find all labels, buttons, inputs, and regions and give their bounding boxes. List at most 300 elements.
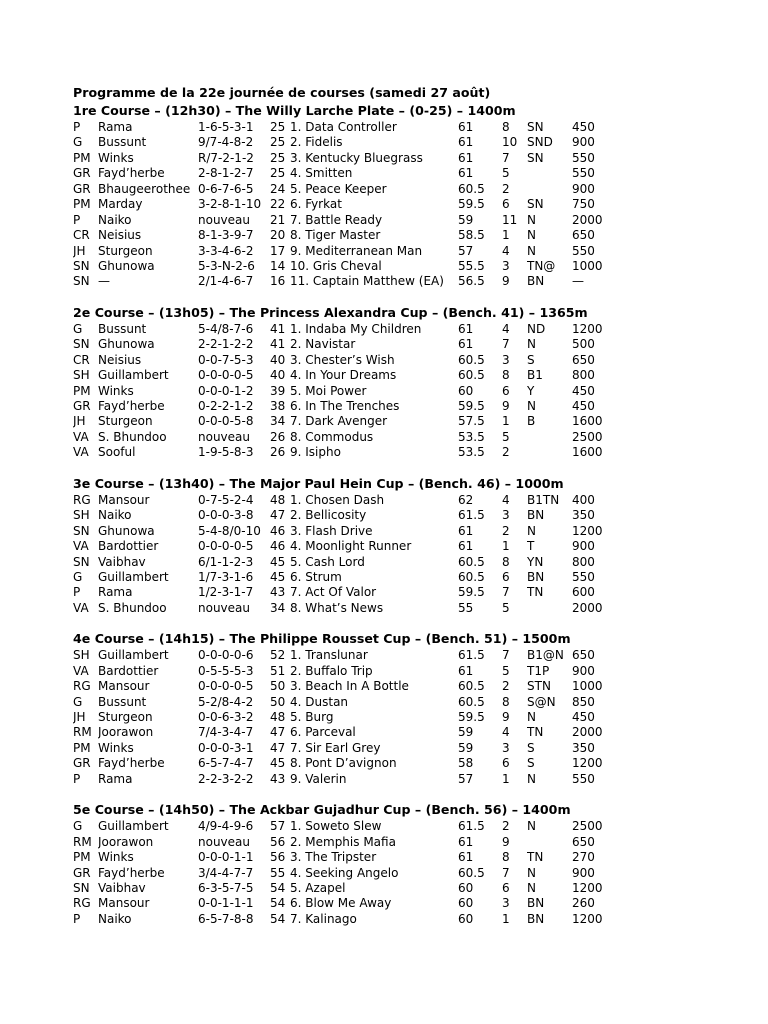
- rating: 45: [270, 569, 286, 584]
- race-section: [73, 304, 613, 461]
- draw: 2: [502, 819, 510, 834]
- weight: 59: [458, 212, 474, 227]
- trainer-name: Sturgeon: [98, 710, 153, 724]
- rating: 43: [270, 585, 286, 600]
- equipment: SN: [527, 197, 544, 212]
- draw: 2: [502, 679, 510, 694]
- horse-name: 7. Dark Avenger: [290, 414, 388, 429]
- odds: 900: [572, 539, 595, 554]
- horse-name: 5. Cash Lord: [290, 554, 365, 569]
- runner-row: [73, 337, 613, 352]
- draw: 4: [502, 725, 510, 740]
- rating: 25: [270, 150, 286, 165]
- trainer-code: P: [73, 911, 81, 926]
- rating: 45: [270, 554, 286, 569]
- draw: 5: [502, 600, 510, 615]
- horse-name: 4. Moonlight Runner: [290, 539, 412, 554]
- weight: 58.5: [458, 228, 485, 243]
- weight: 61: [458, 321, 474, 336]
- weight: 60.5: [458, 181, 485, 196]
- form: 3-2-8-1-10: [198, 197, 262, 212]
- draw: 3: [502, 258, 510, 273]
- weight: 55: [458, 600, 474, 615]
- equipment: B1@N: [527, 648, 564, 663]
- form: R/7-2-1-2: [198, 150, 254, 165]
- runner-row: [73, 508, 613, 523]
- rating: 47: [270, 508, 286, 523]
- trainer-name: Joorawon: [98, 834, 154, 849]
- form: 2-2-1-2-2: [198, 337, 254, 352]
- form: nouveau: [198, 429, 250, 444]
- runner-row: [73, 445, 613, 460]
- trainer-name: Naiko: [98, 911, 132, 926]
- weight: 57: [458, 771, 474, 786]
- horse-name: 2. Fidelis: [290, 135, 343, 150]
- odds: —: [572, 274, 584, 289]
- equipment: N: [527, 771, 536, 786]
- draw: 10: [502, 135, 518, 150]
- runner-row: [73, 772, 613, 787]
- draw: 5: [502, 429, 510, 444]
- draw: 2: [502, 181, 510, 196]
- trainer-name: Fayd’herbe: [98, 166, 165, 181]
- runner-row: [73, 695, 613, 710]
- trainer-code: JH: [73, 414, 86, 429]
- horse-name: 2. Memphis Mafia: [290, 834, 396, 849]
- draw: 1: [502, 228, 510, 243]
- rating: 43: [270, 771, 286, 786]
- odds: 650: [572, 648, 595, 663]
- trainer-name: Bardottier: [98, 663, 159, 678]
- odds: 2000: [572, 600, 603, 615]
- trainer-name: S. Bhundoo: [98, 429, 167, 444]
- trainer-code: VA: [73, 539, 89, 554]
- trainer-code: SH: [73, 368, 90, 383]
- odds: 450: [572, 383, 595, 398]
- rating: 34: [270, 600, 286, 615]
- odds: 2000: [572, 212, 603, 227]
- rating: 47: [270, 740, 286, 755]
- runner-row: [73, 399, 613, 414]
- trainer-code: CR: [73, 352, 90, 367]
- form: 6/1-1-2-3: [198, 554, 254, 569]
- horse-name: 1. Chosen Dash: [290, 492, 385, 507]
- form: 9/7-4-8-2: [198, 135, 254, 150]
- weight: 61: [458, 523, 474, 538]
- trainer-name: Sooful: [98, 445, 136, 460]
- draw: 8: [502, 850, 510, 865]
- odds: 550: [572, 771, 595, 786]
- draw: 7: [502, 585, 510, 600]
- runner-row: [73, 430, 613, 445]
- odds: 900: [572, 663, 595, 678]
- equipment: N: [527, 337, 536, 352]
- draw: 1: [502, 414, 510, 429]
- draw: 6: [502, 197, 510, 212]
- equipment: BN: [527, 896, 545, 911]
- page-title: Programme de la 22e journée de courses (samedi 27 août): [73, 85, 491, 100]
- form: 5-3-N-2-6: [198, 258, 255, 273]
- draw: 4: [502, 243, 510, 258]
- rating: 50: [270, 679, 286, 694]
- trainer-name: Bussunt: [98, 321, 147, 336]
- form: 0-2-2-1-2: [198, 399, 254, 413]
- weight: 61: [458, 834, 474, 849]
- weight: 60.5: [458, 694, 485, 709]
- race-heading: 3e Course – (13h40) – The Major Paul Hein Cup – (Bench. 46) – 1000m: [73, 475, 564, 491]
- rating: 54: [270, 880, 286, 895]
- odds: 800: [572, 368, 595, 383]
- equipment: S: [527, 740, 535, 755]
- runner-row: [73, 368, 613, 383]
- trainer-code: SN: [73, 554, 90, 569]
- draw: 1: [502, 771, 510, 786]
- weight: 61: [458, 120, 474, 134]
- form: 6-5-7-8-8: [198, 911, 254, 926]
- horse-name: 3. Flash Drive: [290, 523, 373, 538]
- runner-row: [73, 414, 613, 429]
- trainer-code: PM: [73, 150, 91, 165]
- draw: 6: [502, 383, 510, 398]
- form: 1-6-5-3-1: [198, 120, 254, 134]
- horse-name: 11. Captain Matthew (EA): [290, 274, 444, 289]
- weight: 53.5: [458, 445, 485, 460]
- trainer-name: Mansour: [98, 492, 150, 507]
- equipment: N: [527, 523, 536, 538]
- equipment: TN@: [527, 258, 556, 273]
- races-container: [73, 102, 613, 927]
- rating: 55: [270, 865, 286, 880]
- weight: 60.5: [458, 679, 485, 694]
- equipment: N: [527, 819, 536, 834]
- odds: 1200: [572, 911, 603, 926]
- weight: 55.5: [458, 258, 485, 273]
- equipment: S: [527, 756, 535, 771]
- runner-row: [73, 725, 613, 740]
- rating: 14: [270, 258, 286, 273]
- odds: 260: [572, 896, 595, 911]
- horse-name: 9. Mediterranean Man: [290, 243, 423, 258]
- draw: 2: [502, 523, 510, 538]
- horse-name: 2. Bellicosity: [290, 508, 367, 523]
- form: nouveau: [198, 212, 250, 227]
- horse-name: 1. Indaba My Children: [290, 321, 422, 336]
- equipment: STN: [527, 679, 551, 694]
- draw: 8: [502, 368, 510, 383]
- runner-row: [73, 493, 613, 508]
- race-section: [73, 801, 613, 927]
- horse-name: 5. Azapel: [290, 880, 346, 895]
- trainer-name: Sturgeon: [98, 414, 153, 429]
- rating: 20: [270, 228, 286, 243]
- form: 2-8-1-2-7: [198, 166, 254, 181]
- odds: 1600: [572, 445, 603, 460]
- equipment: S: [527, 352, 535, 367]
- draw: 6: [502, 569, 510, 584]
- rating: 54: [270, 896, 286, 911]
- weight: 56.5: [458, 274, 485, 289]
- horse-name: 5. Peace Keeper: [290, 181, 387, 196]
- rating: 40: [270, 352, 286, 367]
- draw: 2: [502, 445, 510, 460]
- equipment: ND: [527, 321, 546, 336]
- form: 1/2-3-1-7: [198, 585, 254, 600]
- trainer-name: Rama: [98, 771, 133, 786]
- weight: 59: [458, 725, 474, 740]
- form: 0-0-6-3-2: [198, 710, 254, 724]
- weight: 60: [458, 911, 474, 926]
- form: 0-0-0-1-1: [198, 850, 254, 865]
- odds: 2500: [572, 429, 603, 444]
- trainer-code: JH: [73, 710, 86, 724]
- trainer-code: G: [73, 135, 83, 150]
- equipment: N: [527, 710, 536, 724]
- trainer-name: Winks: [98, 150, 134, 165]
- runner-row: [73, 896, 613, 911]
- trainer-code: RG: [73, 679, 91, 694]
- equipment: T: [527, 539, 535, 554]
- horse-name: 3. Beach In A Bottle: [290, 679, 409, 694]
- form: 0-0-0-0-5: [198, 368, 254, 383]
- trainer-name: Winks: [98, 850, 134, 865]
- rating: 40: [270, 368, 286, 383]
- runner-row: [73, 866, 613, 881]
- trainer-code: JH: [73, 243, 86, 258]
- rating: 22: [270, 197, 286, 212]
- trainer-code: PM: [73, 383, 91, 398]
- trainer-name: Ghunowa: [98, 337, 155, 352]
- trainer-name: Guillambert: [98, 648, 169, 663]
- trainer-code: SH: [73, 508, 90, 523]
- trainer-code: GR: [73, 865, 91, 880]
- weight: 60.5: [458, 569, 485, 584]
- runner-row: [73, 555, 613, 570]
- form: 0-6-7-6-5: [198, 181, 254, 196]
- runner-row: [73, 166, 613, 181]
- trainer-name: Sturgeon: [98, 243, 153, 258]
- race-section: [73, 630, 613, 787]
- trainer-code: PM: [73, 740, 91, 755]
- rating: 52: [270, 648, 286, 663]
- horse-name: 6. Blow Me Away: [290, 896, 392, 911]
- form: 0-0-0-5-8: [198, 414, 254, 429]
- runner-row: [73, 274, 613, 289]
- trainer-code: VA: [73, 600, 89, 615]
- horse-name: 10. Gris Cheval: [290, 258, 382, 273]
- weight: 53.5: [458, 429, 485, 444]
- equipment: N: [527, 228, 536, 243]
- runner-row: [73, 539, 613, 554]
- odds: 350: [572, 508, 595, 523]
- odds: 900: [572, 181, 595, 196]
- form: 3/4-4-7-7: [198, 865, 254, 880]
- form: 7/4-3-4-7: [198, 725, 254, 740]
- race-section: [73, 475, 613, 617]
- weight: 59.5: [458, 197, 485, 212]
- draw: 9: [502, 274, 510, 289]
- trainer-code: RM: [73, 725, 92, 740]
- equipment: N: [527, 880, 536, 895]
- runner-row: [73, 244, 613, 259]
- equipment: TN: [527, 585, 544, 600]
- odds: 450: [572, 399, 595, 413]
- draw: 9: [502, 710, 510, 724]
- race-heading: 2e Course – (13h05) – The Princess Alexandra Cup – (Bench. 41) – 1365m: [73, 304, 588, 320]
- rating: 47: [270, 725, 286, 740]
- trainer-code: SN: [73, 258, 90, 273]
- draw: 3: [502, 352, 510, 367]
- trainer-code: P: [73, 120, 81, 134]
- horse-name: 4. Seeking Angelo: [290, 865, 399, 880]
- trainer-code: P: [73, 771, 81, 786]
- horse-name: 3. Chester’s Wish: [290, 352, 395, 367]
- trainer-code: SH: [73, 648, 90, 663]
- draw: 8: [502, 694, 510, 709]
- horse-name: 7. Act Of Valor: [290, 585, 377, 600]
- trainer-code: GR: [73, 166, 91, 181]
- form: 0-0-0-0-6: [198, 648, 254, 663]
- runner-row: [73, 182, 613, 197]
- horse-name: 4. In Your Dreams: [290, 368, 397, 383]
- rating: 17: [270, 243, 286, 258]
- equipment: BN: [527, 911, 545, 926]
- form: 6-3-5-7-5: [198, 880, 254, 895]
- runner-row: [73, 881, 613, 896]
- draw: 3: [502, 896, 510, 911]
- horse-name: 2. Buffalo Trip: [290, 663, 373, 678]
- form: 0-0-0-1-2: [198, 383, 254, 398]
- rating: 41: [270, 337, 286, 352]
- form: 5-2/8-4-2: [198, 694, 254, 709]
- horse-name: 8. What’s News: [290, 600, 384, 615]
- weight: 62: [458, 492, 474, 507]
- runner-row: [73, 601, 613, 616]
- trainer-name: Guillambert: [98, 368, 169, 383]
- trainer-code: P: [73, 212, 81, 227]
- equipment: BN: [527, 274, 545, 289]
- runner-row: [73, 664, 613, 679]
- weight: 60: [458, 880, 474, 895]
- trainer-code: GR: [73, 181, 91, 196]
- runner-row: [73, 912, 613, 927]
- horse-name: 5. Burg: [290, 710, 334, 724]
- horse-name: 8. Pont D’avignon: [290, 756, 397, 771]
- weight: 57.5: [458, 414, 485, 429]
- trainer-name: Naiko: [98, 212, 132, 227]
- form: 2-2-3-2-2: [198, 771, 254, 786]
- weight: 61: [458, 166, 474, 181]
- form: 0-0-7-5-3: [198, 352, 254, 367]
- form: 0-0-0-3-1: [198, 740, 254, 755]
- rating: 48: [270, 710, 286, 724]
- form: nouveau: [198, 834, 250, 849]
- odds: 1000: [572, 679, 603, 694]
- draw: 1: [502, 539, 510, 554]
- rating: 26: [270, 429, 286, 444]
- runner-row: [73, 756, 613, 771]
- trainer-code: P: [73, 585, 81, 600]
- equipment: N: [527, 865, 536, 880]
- runner-row: [73, 197, 613, 212]
- draw: 8: [502, 120, 510, 134]
- rating: 38: [270, 399, 286, 413]
- runner-row: [73, 228, 613, 243]
- equipment: N: [527, 243, 536, 258]
- trainer-code: RG: [73, 896, 91, 911]
- weight: 59.5: [458, 585, 485, 600]
- horse-name: 4. Smitten: [290, 166, 353, 181]
- rating: 56: [270, 834, 286, 849]
- runner-row: [73, 259, 613, 274]
- weight: 61.5: [458, 508, 485, 523]
- trainer-name: Bussunt: [98, 694, 147, 709]
- form: 0-7-5-2-4: [198, 492, 254, 507]
- weight: 61.5: [458, 819, 485, 834]
- weight: 60.5: [458, 352, 485, 367]
- form: 1-9-5-8-3: [198, 445, 254, 460]
- trainer-name: Naiko: [98, 508, 132, 523]
- odds: 650: [572, 352, 595, 367]
- rating: 57: [270, 819, 286, 834]
- trainer-name: Ghunowa: [98, 258, 155, 273]
- rating: 50: [270, 694, 286, 709]
- runner-row: [73, 679, 613, 694]
- trainer-code: PM: [73, 197, 91, 212]
- form: nouveau: [198, 600, 250, 615]
- trainer-name: Bussunt: [98, 135, 147, 150]
- horse-name: 8. Commodus: [290, 429, 374, 444]
- equipment: B1TN: [527, 492, 560, 507]
- trainer-code: SN: [73, 523, 90, 538]
- equipment: SND: [527, 135, 553, 150]
- equipment: Y: [527, 383, 535, 398]
- odds: 350: [572, 740, 595, 755]
- rating: 51: [270, 663, 286, 678]
- equipment: B1: [527, 368, 543, 383]
- trainer-name: Winks: [98, 383, 134, 398]
- trainer-name: Vaibhav: [98, 880, 146, 895]
- draw: 4: [502, 321, 510, 336]
- odds: 2000: [572, 725, 603, 740]
- draw: 9: [502, 834, 510, 849]
- odds: 850: [572, 694, 595, 709]
- weight: 60: [458, 896, 474, 911]
- draw: 7: [502, 865, 510, 880]
- draw: 7: [502, 150, 510, 165]
- trainer-name: Fayd’herbe: [98, 865, 165, 880]
- trainer-name: Rama: [98, 120, 133, 134]
- weight: 59.5: [458, 399, 485, 413]
- rating: 41: [270, 321, 286, 336]
- horse-name: 1. Translunar: [290, 648, 368, 663]
- equipment: T1P: [527, 663, 550, 678]
- weight: 60.5: [458, 865, 485, 880]
- runner-row: [73, 850, 613, 865]
- draw: 4: [502, 492, 510, 507]
- equipment: SN: [527, 150, 544, 165]
- odds: 1200: [572, 756, 603, 771]
- trainer-name: Mansour: [98, 679, 150, 694]
- form: 0-0-0-0-5: [198, 539, 254, 554]
- horse-name: 6. Fyrkat: [290, 197, 342, 212]
- runner-row: [73, 213, 613, 228]
- race-section: [73, 102, 613, 290]
- odds: 650: [572, 834, 595, 849]
- odds: 550: [572, 243, 595, 258]
- form: 0-0-0-0-5: [198, 679, 254, 694]
- odds: 750: [572, 197, 595, 212]
- trainer-code: VA: [73, 429, 89, 444]
